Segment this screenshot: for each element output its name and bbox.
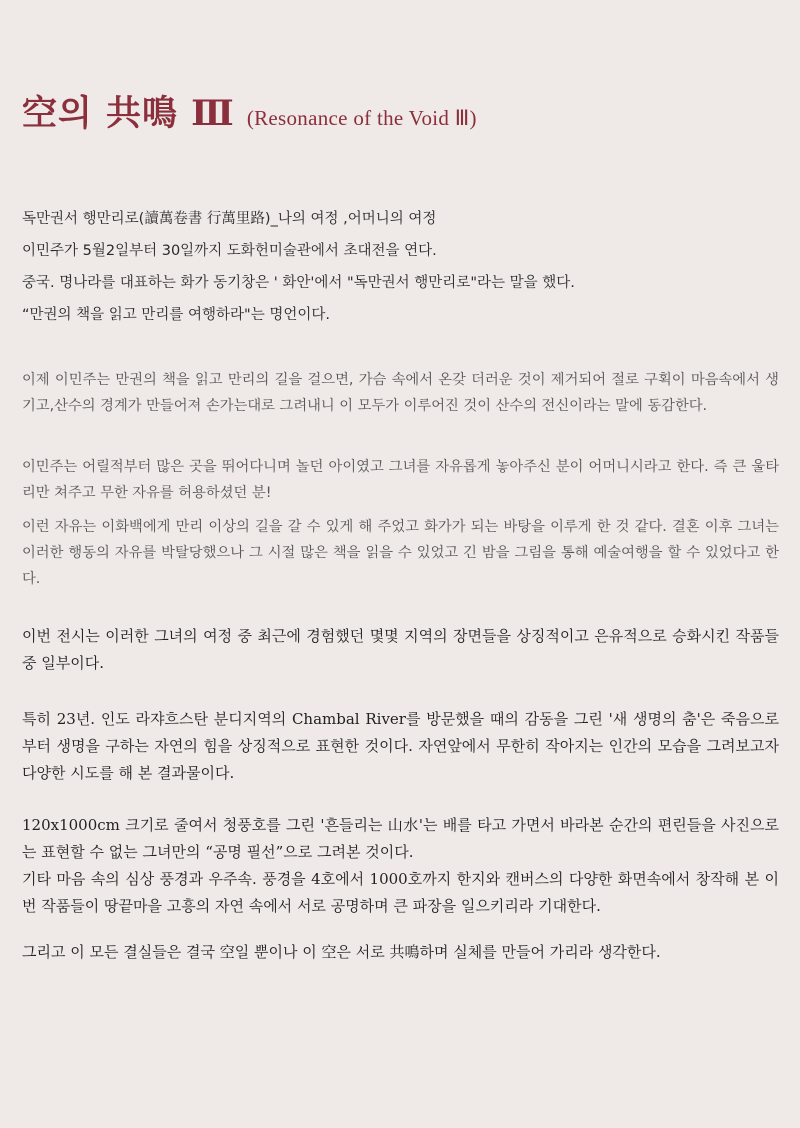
page-title [22, 86, 477, 136]
body-paragraph: 이번 전시는 이러한 그녀의 여정 중 최근에 경험했던 몇몇 지역의 장면들을 상징적이고 은유적으로 승화시킨 작품들 중 일부이다. [22, 627, 779, 672]
closing-paragraph: 그리고 이 모든 결실들은 결국 空일 뿐이나 이 空은 서로 共鳴하며 실체를 만들어 가리라 생각한다. [22, 943, 661, 961]
intro-block [22, 203, 762, 331]
body-paragraph: 이민주는 어릴적부터 많은 곳을 뛰어다니며 놀던 아이였고 그녀를 자유롭게 놓아주신 분이 어머니시라고 한다. 즉 큰 울타리만 쳐주고 무한 자유를 허용하셨던 분! [22, 459, 779, 501]
intro-line: 중국. 명나라를 대표하는 화가 동기창은 ' 화안'에서 "독만권서 행만리로"라는 말을 했다. [22, 275, 575, 291]
title-main: 空의 共鳴 Ⅲ [22, 93, 235, 134]
body-paragraph-group [22, 812, 779, 920]
body-paragraph: 기타 마음 속의 심상 풍경과 우주속. 풍경을 4호에서 1000호까지 한지와 캔버스의 다양한 화면속에서 창작해 본 이번 작품들이 땅끝마을 고흥의 자연 속에서 서로 공명하며 큰 파장을 일으키리라 기대한다. [22, 870, 779, 915]
body-paragraph: 120x1000cm 크기로 줄여서 청풍호를 그린 '흔들리는 山水'는 배를 타고 가면서 바라본 순간의 편린들을 사진으로는 표현할 수 없는 그녀만의 “공명 필선”으로 그려본 것이다. [22, 816, 779, 861]
intro-line: 독만권서 행만리로(讀萬卷書 行萬里路)_나의 여정 ,어머니의 여정 [22, 211, 437, 227]
body-paragraph: 이제 이민주는 만권의 책을 읽고 만리의 길을 걸으면, 가슴 속에서 온갖 더러운 것이 제거되어 절로 구획이 마음속에서 생기고,산수의 경계가 만들어져 손가는대로 그려내니 이 모두가 이루어진 것이 산수의 전신이라는 말에 동감한다. [22, 372, 779, 414]
body-paragraph: 이런 자유는 이화백에게 만리 이상의 길을 갈 수 있게 해 주었고 화가가 되는 바탕을 이루게 한 것 같다. 결혼 이후 그녀는 이러한 행동의 자유를 박탈당했으나 그 시절 많은 책을 읽을 수 있었고 긴 밤을 그림을 통해 예술여행을 할 수 있었다고 한다. [22, 519, 779, 587]
body-paragraph: 특히 23년. 인도 라쟈흐스탄 분디지역의 Chambal River를 방문했을 때의 감동을 그린 '새 생명의 춤'은 죽음으로부터 생명을 구하는 자연의 힘을 상징적으로 표현한 것이다. 자연앞에서 무한히 작아지는 인간의 모습을 그려보고자 다양한 시도를 해 본 결과물이다. [22, 710, 779, 782]
intro-line: “만권의 책을 읽고 만리를 여행하라"는 명언이다. [22, 307, 330, 323]
intro-line: 이민주가 5월2일부터 30일까지 도화헌미술관에서 초대전을 연다. [22, 243, 437, 259]
title-subtitle: (Resonance of the Void Ⅲ) [246, 106, 477, 130]
